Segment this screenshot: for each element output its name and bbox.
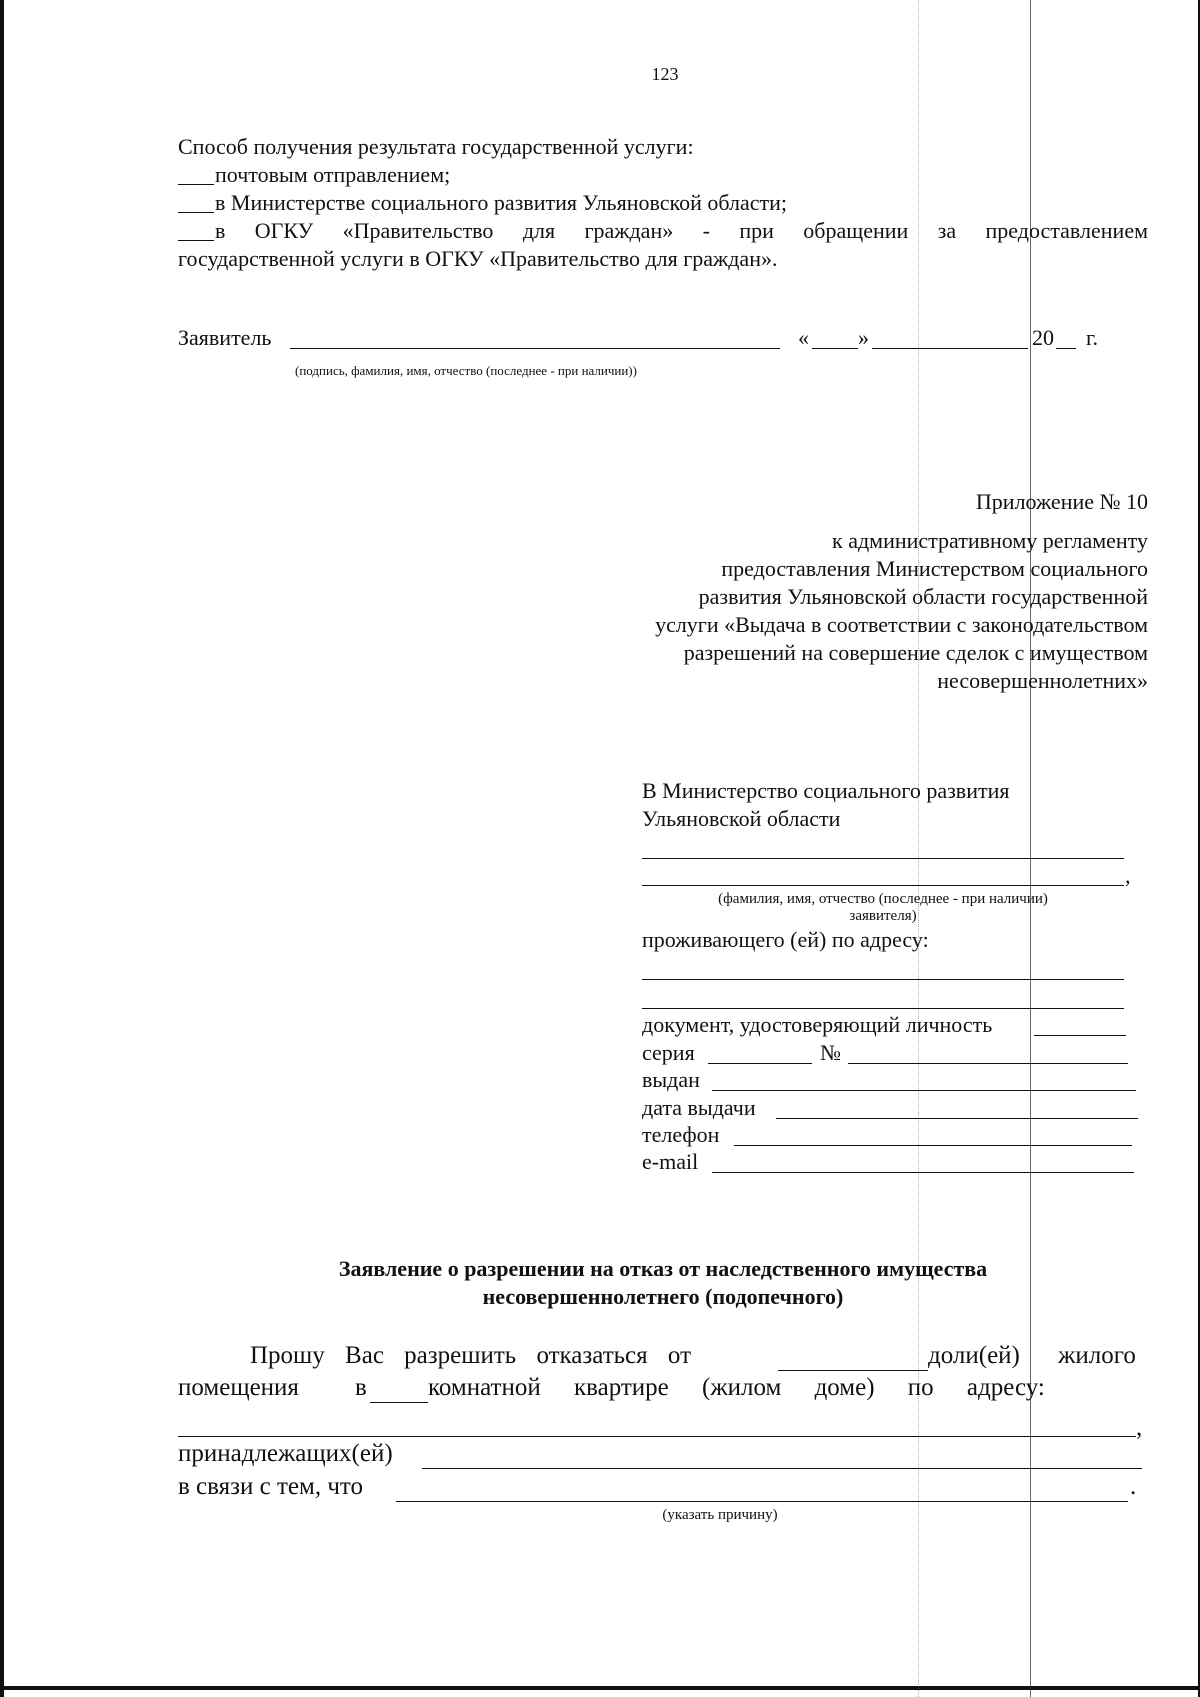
receipt-option-blank: [178, 240, 214, 241]
rooms-line: [370, 1402, 428, 1403]
id-document-label: документ, удостоверяющий личность: [642, 1012, 993, 1037]
applicant-name-caption: заявителя): [849, 908, 917, 924]
page-number: 123: [651, 64, 679, 84]
statement-request: Прошу Вас разрешить отказаться от: [250, 1342, 691, 1369]
receipt-option-ogku: в ОГКУ «Правительство для граждан» - при обращении за предоставлением: [215, 218, 1148, 243]
appendix-line: несовершеннолетних»: [937, 668, 1148, 693]
issue-date-label: дата выдачи: [642, 1095, 756, 1120]
share-suffix: доли(ей) жилого: [928, 1342, 1136, 1369]
reason-line: [396, 1501, 1128, 1502]
statement-premises: помещения: [178, 1374, 299, 1401]
series-line: [708, 1063, 812, 1064]
scan-border-left: [0, 0, 4, 1697]
applicant-name-caption: (фамилия, имя, отчество (последнее - при наличии): [718, 891, 1048, 907]
email-line: [712, 1172, 1134, 1173]
scan-dotted-line: [918, 0, 919, 1697]
appendix-line: услуги «Выдача в соответствии с законодательством: [655, 612, 1148, 637]
scan-fold-line: [1030, 0, 1031, 1697]
series-label: серия: [642, 1040, 695, 1065]
appendix-line: разрешений на совершение сделок с имуществом: [683, 640, 1148, 665]
address-line: [642, 979, 1124, 980]
address-comma: ,: [1136, 1414, 1143, 1441]
share-line: [778, 1370, 928, 1371]
appendix-line: развития Ульяновской области государственной: [698, 584, 1148, 609]
appendix-line: предоставления Министерством социального: [721, 556, 1148, 581]
date-year-line: [1056, 348, 1076, 349]
addressee-region: Ульяновской области: [642, 806, 841, 831]
issued-line: [712, 1090, 1136, 1091]
receipt-option-blank: [178, 212, 214, 213]
receipt-option-mail: почтовым отправлением;: [215, 162, 451, 187]
reason-caption: (указать причину): [662, 1507, 778, 1523]
applicant-signature-caption: (подпись, фамилия, имя, отчество (последнее - при наличии)): [295, 363, 637, 378]
address-blank-line: [178, 1436, 1136, 1437]
appendix-title: Приложение № 10: [975, 489, 1148, 514]
owners-line: [422, 1468, 1142, 1469]
id-document-line: [1034, 1035, 1126, 1036]
addressee-ministry: В Министерство социального развития: [642, 778, 1010, 803]
statement-title-cont: несовершеннолетнего (подопечного): [482, 1284, 844, 1309]
phone-line: [734, 1145, 1132, 1146]
date-year-suffix: г.: [1086, 325, 1099, 350]
email-label: e-mail: [642, 1149, 699, 1174]
date-day-line: [812, 348, 858, 349]
receipt-heading: Способ получения результата государственной услуги:: [178, 134, 694, 159]
date-month-line: [872, 348, 1028, 349]
applicant-signature-line: [290, 348, 780, 349]
number-line: [848, 1063, 1128, 1064]
receipt-option-ministry: в Министерстве социального развития Ульяновской области;: [215, 190, 787, 215]
address-line: [642, 1008, 1124, 1009]
statement-apartment: комнатной квартире (жилом доме) по адресу:: [428, 1374, 1045, 1401]
receipt-option-ogku-cont: государственной услуги в ОГКУ «Правительство для граждан».: [178, 246, 778, 271]
applicant-label: Заявитель: [178, 325, 272, 350]
name-comma: ,: [1125, 863, 1131, 888]
statement-title: Заявление о разрешении на отказ от наследственного имущества: [338, 1256, 988, 1281]
issued-label: выдан: [642, 1067, 700, 1092]
owners-label: принадлежащих(ей): [178, 1440, 393, 1467]
applicant-name-line: [642, 858, 1124, 859]
date-quote-open: «: [798, 325, 809, 350]
phone-label: телефон: [642, 1122, 720, 1147]
reason-period: .: [1130, 1473, 1137, 1500]
number-label: №: [820, 1040, 841, 1065]
issue-date-line: [776, 1118, 1138, 1119]
residing-label: проживающего (ей) по адресу:: [642, 927, 929, 952]
scan-border-bottom: [0, 1686, 1200, 1690]
reason-label: в связи с тем, что: [178, 1473, 363, 1500]
appendix-line: к административному регламенту: [832, 528, 1148, 553]
date-quote-close: »: [858, 325, 869, 350]
receipt-option-blank: [178, 184, 214, 185]
applicant-name-line: [642, 885, 1124, 886]
statement-in: в: [355, 1374, 367, 1401]
date-year-prefix: 20: [1032, 325, 1054, 350]
